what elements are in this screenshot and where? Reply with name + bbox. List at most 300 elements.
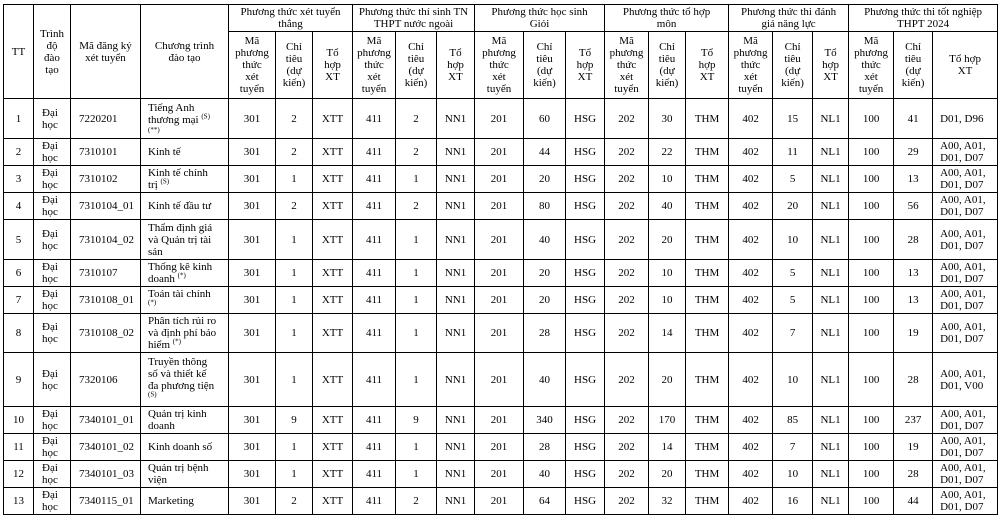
cell-aptitude-quota: 7 <box>773 434 813 461</box>
cell-combo-combo: THM <box>686 287 729 314</box>
cell-excellent-quota: 20 <box>524 287 566 314</box>
cell-direct-method-code: 301 <box>229 287 276 314</box>
cell-excellent-quota: 28 <box>524 314 566 353</box>
cell-combo-quota: 20 <box>649 353 686 407</box>
cell-combo-method-code: 202 <box>605 461 649 488</box>
program-name: Kinh tế đầu tư <box>148 200 212 212</box>
header-program <box>141 5 229 99</box>
cell-excellent-combo: HSG <box>566 407 605 434</box>
cell-direct-quota: 1 <box>276 434 313 461</box>
table-row <box>4 407 998 434</box>
table-row <box>4 287 998 314</box>
table-row <box>4 314 998 353</box>
cell-level: Đại học <box>34 99 71 139</box>
cell-exam-combo: A00, A01, D01, D07 <box>933 166 998 193</box>
cell-aptitude-method-code: 402 <box>729 287 773 314</box>
cell-excellent-combo: HSG <box>566 353 605 407</box>
cell-tt: 6 <box>4 260 34 287</box>
cell-foreign-combo: NN1 <box>437 260 475 287</box>
cell-direct-method-code: 301 <box>229 461 276 488</box>
cell-tt: 2 <box>4 139 34 166</box>
cell-aptitude-method-code: 402 <box>729 353 773 407</box>
cell-tt: 11 <box>4 434 34 461</box>
cell-level: Đại học <box>34 488 71 515</box>
cell-combo-method-code: 202 <box>605 314 649 353</box>
cell-aptitude-combo: NL1 <box>813 139 849 166</box>
cell-combo-method-code: 202 <box>605 287 649 314</box>
cell-level: Đại học <box>34 287 71 314</box>
cell-exam-method-code: 100 <box>849 139 894 166</box>
cell-exam-combo: A00, A01, D01, D07 <box>933 260 998 287</box>
cell-code: 7310108_01 <box>71 287 141 314</box>
cell-combo-method-code: 202 <box>605 166 649 193</box>
cell-aptitude-method-code: 402 <box>729 220 773 260</box>
cell-program <box>141 488 229 515</box>
cell-foreign-method-code: 411 <box>353 314 396 353</box>
cell-direct-quota: 2 <box>276 193 313 220</box>
cell-exam-combo: A00, A01, D01, D07 <box>933 220 998 260</box>
subheader-method-code <box>729 32 773 99</box>
cell-combo-combo: THM <box>686 353 729 407</box>
cell-code: 7310101 <box>71 139 141 166</box>
cell-aptitude-quota: 10 <box>773 353 813 407</box>
cell-tt: 3 <box>4 166 34 193</box>
cell-excellent-method-code: 201 <box>475 220 524 260</box>
cell-foreign-method-code: 411 <box>353 407 396 434</box>
header-program-label: Chương trình đào tạo <box>154 39 215 64</box>
cell-combo-quota: 14 <box>649 314 686 353</box>
program-name: Marketing <box>148 495 194 507</box>
cell-exam-quota: 19 <box>894 314 933 353</box>
header-method-direct-label: Phương thức xét tuyển thẳng <box>240 6 341 30</box>
cell-foreign-quota: 2 <box>396 139 437 166</box>
cell-excellent-method-code: 201 <box>475 166 524 193</box>
cell-exam-combo: A00, A01, D01, D07 <box>933 407 998 434</box>
cell-exam-combo: A00, A01, D01, D07 <box>933 488 998 515</box>
cell-exam-combo: A00, A01, D01, V00 <box>933 353 998 407</box>
program-name: Quản trị kinh doanh <box>148 408 207 432</box>
cell-direct-combo: XTT <box>313 461 353 488</box>
cell-tt: 9 <box>4 353 34 407</box>
subheader-quota <box>276 32 313 99</box>
cell-level: Đại học <box>34 220 71 260</box>
cell-excellent-quota: 44 <box>524 139 566 166</box>
cell-foreign-combo: NN1 <box>437 434 475 461</box>
cell-exam-method-code: 100 <box>849 314 894 353</box>
cell-direct-method-code: 301 <box>229 260 276 287</box>
header-method-direct <box>229 5 353 32</box>
program-name: Thống kê kinh doanh <box>148 261 213 285</box>
cell-direct-combo: XTT <box>313 434 353 461</box>
cell-aptitude-combo: NL1 <box>813 99 849 139</box>
cell-foreign-quota: 1 <box>396 314 437 353</box>
cell-combo-combo: THM <box>686 193 729 220</box>
header-method-aptitude <box>729 5 849 32</box>
cell-exam-method-code: 100 <box>849 353 894 407</box>
cell-combo-quota: 170 <box>649 407 686 434</box>
cell-direct-combo: XTT <box>313 407 353 434</box>
cell-foreign-quota: 1 <box>396 353 437 407</box>
cell-aptitude-method-code: 402 <box>729 407 773 434</box>
cell-exam-quota: 44 <box>894 488 933 515</box>
cell-excellent-method-code: 201 <box>475 314 524 353</box>
header-method-exam <box>849 5 998 32</box>
cell-excellent-quota: 80 <box>524 193 566 220</box>
cell-direct-method-code: 301 <box>229 407 276 434</box>
cell-direct-method-code: 301 <box>229 434 276 461</box>
cell-excellent-quota: 64 <box>524 488 566 515</box>
subheader-combo-label: Tổ hợp XT <box>576 47 594 83</box>
cell-foreign-combo: NN1 <box>437 139 475 166</box>
cell-aptitude-method-code: 402 <box>729 139 773 166</box>
cell-aptitude-combo: NL1 <box>813 287 849 314</box>
cell-foreign-quota: 1 <box>396 220 437 260</box>
cell-aptitude-quota: 15 <box>773 99 813 139</box>
subheader-combo <box>566 32 605 99</box>
cell-combo-method-code: 202 <box>605 139 649 166</box>
cell-excellent-quota: 340 <box>524 407 566 434</box>
cell-exam-combo: D01, D96 <box>933 99 998 139</box>
subheader-method-code-label: Mã phương thức xét tuyển <box>235 35 269 95</box>
cell-excellent-method-code: 201 <box>475 193 524 220</box>
subheader-combo-label: Tổ hợp XT <box>698 47 716 83</box>
cell-excellent-quota: 60 <box>524 99 566 139</box>
cell-program <box>141 434 229 461</box>
header-method-exam-label: Phương thức thi tốt nghiệp THPT 2024 <box>864 6 983 30</box>
header-level <box>34 5 71 99</box>
subheader-combo <box>933 32 998 99</box>
header-code-label: Mã đăng ký xét tuyển <box>79 39 132 64</box>
cell-direct-method-code: 301 <box>229 353 276 407</box>
cell-excellent-combo: HSG <box>566 434 605 461</box>
cell-exam-quota: 29 <box>894 139 933 166</box>
cell-combo-method-code: 202 <box>605 220 649 260</box>
cell-code: 7340101_01 <box>71 407 141 434</box>
table-row <box>4 353 998 407</box>
cell-aptitude-combo: NL1 <box>813 461 849 488</box>
cell-code: 7340101_03 <box>71 461 141 488</box>
cell-direct-combo: XTT <box>313 353 353 407</box>
cell-direct-combo: XTT <box>313 488 353 515</box>
cell-foreign-combo: NN1 <box>437 461 475 488</box>
cell-combo-quota: 20 <box>649 461 686 488</box>
cell-direct-combo: XTT <box>313 99 353 139</box>
cell-direct-quota: 1 <box>276 220 313 260</box>
cell-direct-method-code: 301 <box>229 139 276 166</box>
header-row-groups <box>4 5 998 32</box>
program-name: Kinh tế chính trị <box>148 167 208 191</box>
cell-tt: 1 <box>4 99 34 139</box>
cell-exam-method-code: 100 <box>849 461 894 488</box>
cell-direct-method-code: 301 <box>229 193 276 220</box>
cell-combo-quota: 22 <box>649 139 686 166</box>
table-row <box>4 434 998 461</box>
cell-excellent-combo: HSG <box>566 139 605 166</box>
subheader-quota-label: Chỉ tiêu (dự kiến) <box>282 41 306 89</box>
cell-excellent-method-code: 201 <box>475 488 524 515</box>
cell-aptitude-method-code: 402 <box>729 461 773 488</box>
cell-level: Đại học <box>34 434 71 461</box>
subheader-combo-label: Tổ hợp XT <box>949 53 981 77</box>
cell-excellent-method-code: 201 <box>475 99 524 139</box>
subheader-combo-label: Tổ hợp XT <box>447 47 464 83</box>
cell-combo-quota: 32 <box>649 488 686 515</box>
cell-program <box>141 353 229 407</box>
cell-level: Đại học <box>34 166 71 193</box>
cell-foreign-method-code: 411 <box>353 353 396 407</box>
cell-level: Đại học <box>34 353 71 407</box>
cell-aptitude-combo: NL1 <box>813 407 849 434</box>
cell-direct-combo: XTT <box>313 260 353 287</box>
cell-direct-quota: 2 <box>276 488 313 515</box>
cell-level: Đại học <box>34 260 71 287</box>
cell-program <box>141 260 229 287</box>
cell-aptitude-quota: 16 <box>773 488 813 515</box>
program-name: Toán tài chính <box>148 288 211 300</box>
cell-exam-combo: A00, A01, D01, D07 <box>933 434 998 461</box>
cell-foreign-combo: NN1 <box>437 99 475 139</box>
cell-combo-combo: THM <box>686 407 729 434</box>
cell-exam-method-code: 100 <box>849 407 894 434</box>
cell-direct-quota: 1 <box>276 461 313 488</box>
cell-foreign-method-code: 411 <box>353 99 396 139</box>
cell-exam-combo: A00, A01, D01, D07 <box>933 461 998 488</box>
cell-exam-quota: 13 <box>894 260 933 287</box>
subheader-method-code-label: Mã phương thức xét tuyển <box>733 35 768 95</box>
cell-combo-combo: THM <box>686 260 729 287</box>
cell-foreign-quota: 2 <box>396 488 437 515</box>
cell-aptitude-method-code: 402 <box>729 434 773 461</box>
cell-combo-combo: THM <box>686 220 729 260</box>
cell-excellent-quota: 40 <box>524 353 566 407</box>
cell-combo-method-code: 202 <box>605 434 649 461</box>
cell-combo-combo: THM <box>686 488 729 515</box>
subheader-method-code <box>475 32 524 99</box>
cell-foreign-combo: NN1 <box>437 287 475 314</box>
header-method-excellent <box>475 5 605 32</box>
cell-excellent-combo: HSG <box>566 461 605 488</box>
cell-aptitude-method-code: 402 <box>729 99 773 139</box>
cell-direct-combo: XTT <box>313 139 353 166</box>
header-method-combo-label: Phương thức tổ hợp môn <box>622 6 711 30</box>
cell-aptitude-quota: 5 <box>773 166 813 193</box>
program-note: (*) <box>172 337 181 346</box>
cell-code: 7310104_01 <box>71 193 141 220</box>
cell-aptitude-quota: 7 <box>773 314 813 353</box>
cell-exam-combo: A00, A01, D01, D07 <box>933 287 998 314</box>
admissions-table <box>3 4 998 515</box>
cell-foreign-method-code: 411 <box>353 260 396 287</box>
header-level-label: Trình độ đào tạo <box>39 27 65 76</box>
cell-code: 7310104_02 <box>71 220 141 260</box>
cell-aptitude-method-code: 402 <box>729 193 773 220</box>
subheader-method-code-label: Mã phương thức xét tuyển <box>482 35 516 95</box>
subheader-quota <box>524 32 566 99</box>
cell-foreign-combo: NN1 <box>437 166 475 193</box>
subheader-combo <box>686 32 729 99</box>
cell-direct-quota: 1 <box>276 314 313 353</box>
cell-foreign-method-code: 411 <box>353 166 396 193</box>
cell-exam-method-code: 100 <box>849 260 894 287</box>
cell-direct-method-code: 301 <box>229 166 276 193</box>
header-method-aptitude-label: Phương thức thi đánh giá năng lực <box>741 6 837 30</box>
cell-exam-quota: 13 <box>894 166 933 193</box>
cell-program <box>141 461 229 488</box>
cell-tt: 5 <box>4 220 34 260</box>
cell-exam-quota: 237 <box>894 407 933 434</box>
cell-direct-quota: 1 <box>276 287 313 314</box>
cell-tt: 13 <box>4 488 34 515</box>
subheader-combo <box>313 32 353 99</box>
cell-foreign-combo: NN1 <box>437 407 475 434</box>
table-row <box>4 488 998 515</box>
subheader-quota-label: Chỉ tiêu (dự kiến) <box>901 41 925 89</box>
cell-excellent-method-code: 201 <box>475 407 524 434</box>
subheader-method-code <box>353 32 396 99</box>
cell-foreign-method-code: 411 <box>353 488 396 515</box>
cell-code: 7320106 <box>71 353 141 407</box>
header-tt <box>4 5 34 99</box>
cell-aptitude-combo: NL1 <box>813 193 849 220</box>
subheader-method-code <box>605 32 649 99</box>
subheader-method-code <box>229 32 276 99</box>
program-name: Quản trị bệnh viện <box>148 462 209 486</box>
cell-direct-combo: XTT <box>313 220 353 260</box>
cell-excellent-method-code: 201 <box>475 434 524 461</box>
cell-excellent-combo: HSG <box>566 287 605 314</box>
program-name: Phân tích rủi ro và định phí bảo hiểm <box>148 315 217 351</box>
cell-aptitude-quota: 10 <box>773 220 813 260</box>
cell-combo-quota: 10 <box>649 287 686 314</box>
cell-code: 7310102 <box>71 166 141 193</box>
table-row <box>4 139 998 166</box>
cell-excellent-quota: 28 <box>524 434 566 461</box>
cell-combo-method-code: 202 <box>605 353 649 407</box>
cell-excellent-combo: HSG <box>566 260 605 287</box>
subheader-combo <box>437 32 475 99</box>
cell-direct-quota: 2 <box>276 99 313 139</box>
cell-code: 7220201 <box>71 99 141 139</box>
cell-aptitude-quota: 20 <box>773 193 813 220</box>
cell-program <box>141 220 229 260</box>
cell-foreign-combo: NN1 <box>437 314 475 353</box>
subheader-quota-label: Chỉ tiêu (dự kiến) <box>781 41 804 89</box>
cell-excellent-method-code: 201 <box>475 287 524 314</box>
header-code <box>71 5 141 99</box>
cell-tt: 7 <box>4 287 34 314</box>
cell-level: Đại học <box>34 139 71 166</box>
cell-foreign-method-code: 411 <box>353 139 396 166</box>
subheader-combo-label: Tổ hợp XT <box>324 47 341 83</box>
header-method-foreign-label: Phương thức thí sinh TN THPT nước ngoài <box>358 6 469 30</box>
cell-combo-method-code: 202 <box>605 488 649 515</box>
cell-combo-method-code: 202 <box>605 407 649 434</box>
cell-code: 7340101_02 <box>71 434 141 461</box>
program-note: (S) <box>160 177 170 186</box>
subheader-quota <box>894 32 933 99</box>
subheader-method-code-label: Mã phương thức xét tuyển <box>854 35 888 95</box>
program-note-secondary: (**) <box>148 126 160 134</box>
cell-program <box>141 139 229 166</box>
cell-level: Đại học <box>34 314 71 353</box>
cell-program <box>141 99 229 139</box>
table-row <box>4 461 998 488</box>
cell-foreign-method-code: 411 <box>353 287 396 314</box>
cell-excellent-method-code: 201 <box>475 260 524 287</box>
cell-tt: 12 <box>4 461 34 488</box>
table-body <box>4 99 998 515</box>
cell-foreign-method-code: 411 <box>353 461 396 488</box>
cell-aptitude-quota: 85 <box>773 407 813 434</box>
subheader-quota <box>396 32 437 99</box>
cell-excellent-quota: 40 <box>524 461 566 488</box>
subheader-quota-label: Chỉ tiêu (dự kiến) <box>655 41 679 89</box>
cell-exam-quota: 19 <box>894 434 933 461</box>
program-note: (S) <box>201 112 210 121</box>
cell-foreign-combo: NN1 <box>437 353 475 407</box>
cell-combo-method-code: 202 <box>605 193 649 220</box>
program-name: Thẩm định giá và Quản trị tài sản <box>148 221 213 258</box>
subheader-quota-label: Chỉ tiêu (dự kiến) <box>404 41 428 89</box>
cell-excellent-method-code: 201 <box>475 461 524 488</box>
cell-foreign-combo: NN1 <box>437 488 475 515</box>
cell-combo-quota: 10 <box>649 166 686 193</box>
cell-combo-quota: 10 <box>649 260 686 287</box>
cell-exam-quota: 41 <box>894 99 933 139</box>
cell-aptitude-method-code: 402 <box>729 488 773 515</box>
cell-exam-method-code: 100 <box>849 220 894 260</box>
program-note: (S) <box>148 389 157 398</box>
cell-aptitude-method-code: 402 <box>729 260 773 287</box>
cell-foreign-quota: 1 <box>396 166 437 193</box>
program-note: (*) <box>148 298 157 307</box>
header-method-foreign <box>353 5 475 32</box>
cell-exam-quota: 28 <box>894 353 933 407</box>
cell-direct-method-code: 301 <box>229 99 276 139</box>
cell-foreign-combo: NN1 <box>437 220 475 260</box>
cell-direct-quota: 2 <box>276 139 313 166</box>
cell-combo-quota: 20 <box>649 220 686 260</box>
cell-code: 7310107 <box>71 260 141 287</box>
program-name: Tiếng Anh thương mại <box>148 102 199 126</box>
cell-exam-combo: A00, A01, D01, D07 <box>933 193 998 220</box>
cell-direct-combo: XTT <box>313 287 353 314</box>
cell-exam-method-code: 100 <box>849 434 894 461</box>
cell-aptitude-quota: 11 <box>773 139 813 166</box>
cell-direct-quota: 1 <box>276 353 313 407</box>
cell-foreign-quota: 2 <box>396 193 437 220</box>
cell-tt: 8 <box>4 314 34 353</box>
header-tt-label: TT <box>11 45 26 58</box>
cell-direct-combo: XTT <box>313 193 353 220</box>
cell-program <box>141 314 229 353</box>
cell-combo-quota: 40 <box>649 193 686 220</box>
cell-foreign-method-code: 411 <box>353 434 396 461</box>
cell-program <box>141 193 229 220</box>
cell-combo-method-code: 202 <box>605 260 649 287</box>
header-method-excellent-label: Phương thức học sinh Giỏi <box>491 6 588 30</box>
program-name: Kinh doanh số <box>148 441 213 453</box>
cell-aptitude-combo: NL1 <box>813 260 849 287</box>
cell-combo-quota: 14 <box>649 434 686 461</box>
cell-exam-combo: A00, A01, D01, D07 <box>933 314 998 353</box>
cell-aptitude-quota: 5 <box>773 287 813 314</box>
cell-foreign-quota: 1 <box>396 260 437 287</box>
cell-foreign-quota: 1 <box>396 461 437 488</box>
cell-aptitude-combo: NL1 <box>813 353 849 407</box>
cell-foreign-quota: 9 <box>396 407 437 434</box>
subheader-method-code-label: Mã phương thức xét tuyển <box>609 35 644 95</box>
